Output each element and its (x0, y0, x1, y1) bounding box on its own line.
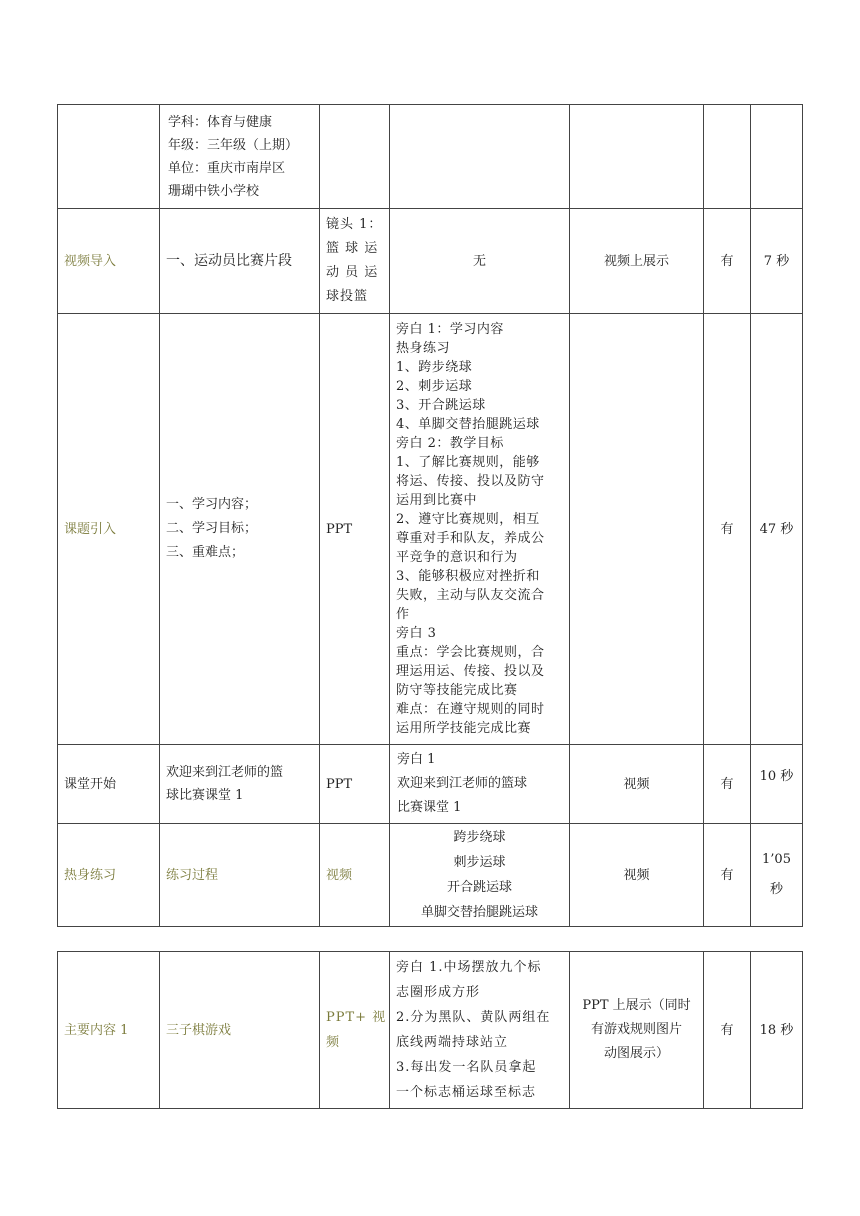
narration-line: 失败，主动与队友交流合 (396, 588, 545, 603)
has-cell: 有 (704, 745, 751, 824)
empty-cell (751, 105, 803, 209)
shot-line: 镜头 1： (326, 217, 383, 232)
narration-line: 平竞争的意识和行为 (396, 550, 518, 565)
shot-cell (320, 952, 390, 1109)
time-cell: 18 秒 (751, 952, 803, 1109)
narration-line: 志圈形成方形 (396, 985, 481, 1000)
display-cell: 视频 (570, 824, 704, 927)
lesson-table (57, 104, 803, 927)
narration-cell: 无 (390, 209, 570, 314)
narration-line: 3、能够积极应对挫折和 (396, 569, 540, 584)
table-row (58, 952, 803, 1109)
section-label: 主要内容 1 (58, 952, 160, 1109)
narration-line: 运用所学技能完成比赛 (396, 721, 532, 736)
narration-line: 2、刺步运球 (396, 379, 473, 394)
display-line: PPT 上展示（同时 (582, 998, 691, 1013)
narration-line: 跨步绕球 (453, 830, 506, 845)
narration-line: 重点：学会比赛规则，合 (396, 645, 545, 660)
course-subject: 学科：体育与健康 (168, 114, 273, 130)
content-line: 欢迎来到江老师的篮 (166, 765, 284, 780)
narration-line: 运用到比赛中 (396, 493, 478, 508)
content-line: 三、重难点； (166, 545, 245, 560)
narration-line: 2、遵守比赛规则，相互 (396, 512, 540, 527)
narration-line: 4、单脚交替抬腿跳运球 (396, 417, 540, 432)
empty-cell (704, 105, 751, 209)
has-cell: 有 (704, 952, 751, 1109)
time-cell: 47 秒 (751, 314, 803, 745)
has-cell: 有 (704, 314, 751, 745)
display-line: 动图展示） (603, 1046, 669, 1061)
content-line: 球比赛课堂 1 (166, 788, 244, 803)
course-info (160, 105, 320, 209)
shot-cell: 视频 (320, 824, 390, 927)
display-line: 有游戏规则图片 (590, 1022, 682, 1037)
time-line: 1’05 (762, 852, 791, 867)
table-row (58, 105, 803, 209)
time-cell: 10 秒 (751, 745, 803, 824)
has-cell: 有 (704, 824, 751, 927)
narration-line: 1、跨步绕球 (396, 360, 473, 375)
narration-line: 热身练习 (396, 341, 451, 356)
narration-line: 旁白 1：学习内容 (396, 322, 504, 337)
table-row (58, 745, 803, 824)
display-cell: 视频上展示 (570, 209, 704, 314)
narration-line: 旁白 1 (397, 752, 436, 767)
narration-line: 3.每出发一名队员拿起 (396, 1060, 537, 1075)
empty-cell (570, 105, 704, 209)
course-school: 珊瑚中铁小学校 (168, 183, 260, 199)
display-cell (570, 314, 704, 745)
display-cell (570, 952, 704, 1109)
content-line: 一、学习内容； (166, 497, 258, 512)
shot-line: PPT+ 视 (326, 1010, 387, 1025)
narration-line: 难点：在遵守规则的同时 (396, 702, 545, 717)
narration-line: 尊重对手和队友，养成公 (396, 531, 545, 546)
content-cell: 练习过程 (160, 824, 320, 927)
course-unit: 单位：重庆市南岸区 (168, 160, 286, 176)
content-cell: 一、运动员比赛片段 (160, 209, 320, 314)
narration-line: 欢迎来到江老师的篮球 (397, 776, 528, 791)
narration-line: 旁白 1.中场摆放九个标 (396, 960, 542, 975)
narration-line: 开合跳运球 (446, 880, 512, 895)
empty-cell (320, 105, 390, 209)
empty-cell (58, 105, 160, 209)
narration-line: 底线两端持球站立 (396, 1035, 509, 1050)
lesson-table-continued (57, 951, 803, 1109)
narration-line: 2.分为黑队、黄队两组在 (396, 1010, 551, 1025)
narration-line: 旁白 3 (396, 626, 437, 641)
shot-line: 频 (326, 1035, 341, 1050)
shot-cell: PPT (320, 745, 390, 824)
narration-line: 1、了解比赛规则，能够 (396, 455, 540, 470)
time-cell: 7 秒 (751, 209, 803, 314)
shot-cell: PPT (320, 314, 390, 745)
narration-line: 作 (396, 607, 410, 622)
narration-line: 将运、传接、投以及防守 (396, 474, 545, 489)
time-line: 秒 (769, 882, 783, 897)
narration-line: 防守等技能完成比赛 (396, 683, 518, 698)
content-cell (160, 314, 320, 745)
time-cell (751, 824, 803, 927)
section-label: 热身练习 (58, 824, 160, 927)
shot-line: 篮 球 运 (326, 241, 379, 256)
table-row (58, 209, 803, 314)
display-cell: 视频 (570, 745, 704, 824)
course-grade: 年级：三年级（上期） (168, 137, 299, 153)
narration-cell (390, 745, 570, 824)
narration-cell (390, 824, 570, 927)
table-row (58, 314, 803, 745)
narration-line: 一个标志桶运球至标志 (396, 1085, 537, 1100)
narration-line: 理运用运、传接、投以及 (396, 664, 545, 679)
content-cell (160, 745, 320, 824)
narration-line: 刺步运球 (453, 855, 506, 870)
shot-line: 动 员 运 (326, 265, 379, 280)
narration-cell (390, 314, 570, 745)
has-cell: 有 (704, 209, 751, 314)
narration-cell (390, 952, 570, 1109)
shot-cell (320, 209, 390, 314)
section-label: 视频导入 (58, 209, 160, 314)
narration-line: 旁白 2：教学目标 (396, 436, 504, 451)
table-row (58, 824, 803, 927)
section-label: 课题引入 (58, 314, 160, 745)
content-line: 二、学习目标； (166, 521, 258, 536)
content-cell: 三子棋游戏 (160, 952, 320, 1109)
narration-line: 单脚交替抬腿跳运球 (420, 905, 538, 920)
section-label: 课堂开始 (58, 745, 160, 824)
empty-cell (390, 105, 570, 209)
narration-line: 3、开合跳运球 (396, 398, 486, 413)
shot-line: 球投篮 (326, 289, 369, 304)
narration-line: 比赛课堂 1 (397, 800, 462, 815)
